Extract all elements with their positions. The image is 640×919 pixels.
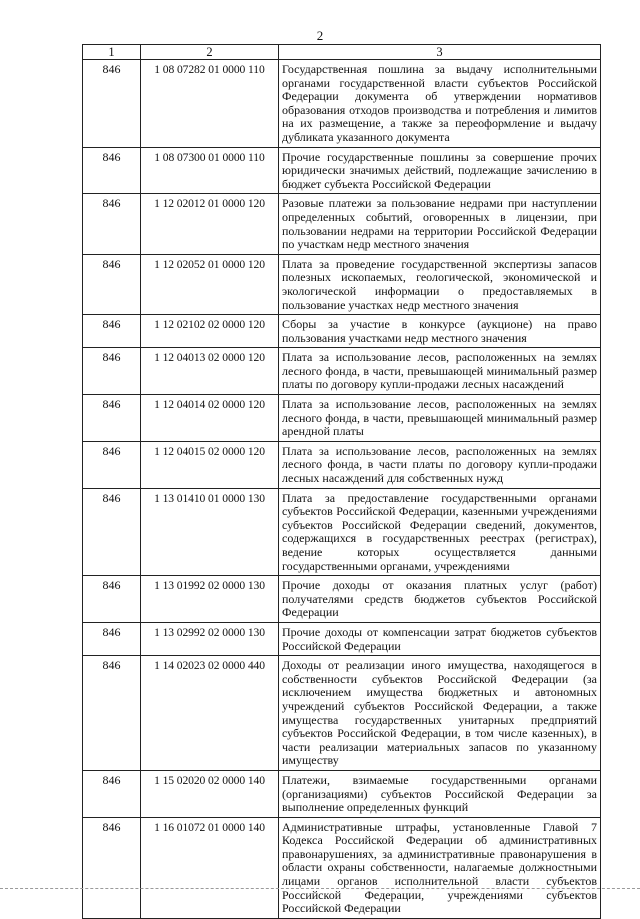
admin-code-cell: 846 — [83, 576, 141, 623]
admin-code-cell: 846 — [83, 622, 141, 655]
table-row — [83, 348, 601, 395]
table-header-row — [83, 45, 601, 60]
column-header-code: 2 — [141, 45, 279, 60]
description-cell: Прочие государственные пошлины за совершение прочих юридически значимых действий, подлежащие зачислению в бюджет субъекта Российской Федерации — [279, 147, 601, 194]
description-cell: Административные штрафы, установленные Главой 7 Кодекса Российской Федерации об административных правонарушениях, за административные правонарушения в области охраны собственности, налагаемые должностными лицами органов исполнительной власти субъектов Российской Федерации, учреждениями субъектов Российской Федерации — [279, 817, 601, 918]
column-header-description: 3 — [279, 45, 601, 60]
table-row — [83, 770, 601, 817]
budget-code-cell: 1 12 02102 02 0000 120 — [141, 315, 279, 348]
admin-code-cell: 846 — [83, 441, 141, 488]
admin-code-cell: 846 — [83, 656, 141, 771]
budget-code-cell: 1 13 01992 02 0000 130 — [141, 576, 279, 623]
admin-code-cell: 846 — [83, 147, 141, 194]
admin-code-cell: 846 — [83, 817, 141, 918]
admin-code-cell: 846 — [83, 254, 141, 314]
table-row — [83, 656, 601, 771]
budget-code-cell: 1 13 01410 01 0000 130 — [141, 488, 279, 576]
budget-code-cell: 1 08 07282 01 0000 110 — [141, 60, 279, 148]
budget-code-cell: 1 12 04013 02 0000 120 — [141, 348, 279, 395]
description-cell: Плата за предоставление государственными органами субъектов Российской Федерации, казенными учреждениями субъектов Российской Федерации сведений, документов, содержащихся в государственных реестрах (регистрах), ведение которых осуществляется данными государственными органами, учреждениями — [279, 488, 601, 576]
table-body — [83, 60, 601, 919]
description-cell: Плата за использование лесов, расположенных на землях лесного фонда, в части, превышающей минимальный размер платы по договору купли-продажи лесных насаждений — [279, 348, 601, 395]
revenue-codes-table — [82, 44, 601, 919]
description-cell: Прочие доходы от компенсации затрат бюджетов субъектов Российской Федерации — [279, 622, 601, 655]
budget-code-cell: 1 12 02052 01 0000 120 — [141, 254, 279, 314]
table-row — [83, 622, 601, 655]
budget-code-cell: 1 12 02012 01 0000 120 — [141, 194, 279, 254]
budget-code-cell: 1 12 04015 02 0000 120 — [141, 441, 279, 488]
description-cell: Разовые платежи за пользование недрами при наступлении определенных событий, оговоренных в лицензии, при пользовании недрами на территории Российской Федерации по участкам недр местного значения — [279, 194, 601, 254]
admin-code-cell: 846 — [83, 348, 141, 395]
table-row — [83, 817, 601, 918]
table-row — [83, 254, 601, 314]
admin-code-cell: 846 — [83, 488, 141, 576]
description-cell: Прочие доходы от оказания платных услуг (работ) получателями средств бюджетов субъектов Российской Федерации — [279, 576, 601, 623]
description-cell: Сборы за участие в конкурсе (аукционе) на право пользования участками недр местного значения — [279, 315, 601, 348]
description-cell: Плата за проведение государственной экспертизы запасов полезных ископаемых, геологической, экономической и экологической информации о предоставляемых в пользование участках недр местного значения — [279, 254, 601, 314]
description-cell: Плата за использование лесов, расположенных на землях лесного фонда, в части, превышающей минимальный размер арендной платы — [279, 395, 601, 442]
page-number: 2 — [316, 28, 324, 43]
admin-code-cell: 846 — [83, 60, 141, 148]
table-row — [83, 147, 601, 194]
table-row — [83, 315, 601, 348]
budget-code-cell: 1 14 02023 02 0000 440 — [141, 656, 279, 771]
admin-code-cell: 846 — [83, 194, 141, 254]
table-row — [83, 60, 601, 148]
budget-code-cell: 1 16 01072 01 0000 140 — [141, 817, 279, 918]
budget-code-cell: 1 08 07300 01 0000 110 — [141, 147, 279, 194]
description-cell: Платежи, взимаемые государственными органами (организациями) субъектов Российской Федерации за выполнение определенных функций — [279, 770, 601, 817]
description-cell: Доходы от реализации иного имущества, находящегося в собственности субъектов Российской Федерации (за исключением имущества бюджетных и автономных учреждений субъектов Российской Федерации, а также имущества государственных унитарных предприятий субъектов Российской Федерации, в том числе казенных), в части реализации материальных запасов по указанному имуществу — [279, 656, 601, 771]
table-row — [83, 395, 601, 442]
budget-code-cell: 1 15 02020 02 0000 140 — [141, 770, 279, 817]
description-cell: Государственная пошлина за выдачу исполнительными органами государственной власти субъектов Российской Федерации документа об утверждении нормативов образования отходов производства и потребления и лимитов на их размещение, а также за переоформление и выдачу дубликата указанного документа — [279, 60, 601, 148]
admin-code-cell: 846 — [83, 315, 141, 348]
budget-code-cell: 1 12 04014 02 0000 120 — [141, 395, 279, 442]
table-row — [83, 576, 601, 623]
budget-code-cell: 1 13 02992 02 0000 130 — [141, 622, 279, 655]
table-row — [83, 194, 601, 254]
admin-code-cell: 846 — [83, 395, 141, 442]
table-row — [83, 441, 601, 488]
description-cell: Плата за использование лесов, расположенных на землях лесного фонда, в части платы по договору купли-продажи лесных насаждений для собственных нужд — [279, 441, 601, 488]
column-header-admin: 1 — [83, 45, 141, 60]
table-row — [83, 488, 601, 576]
admin-code-cell: 846 — [83, 770, 141, 817]
scan-edge-divider — [0, 888, 640, 890]
